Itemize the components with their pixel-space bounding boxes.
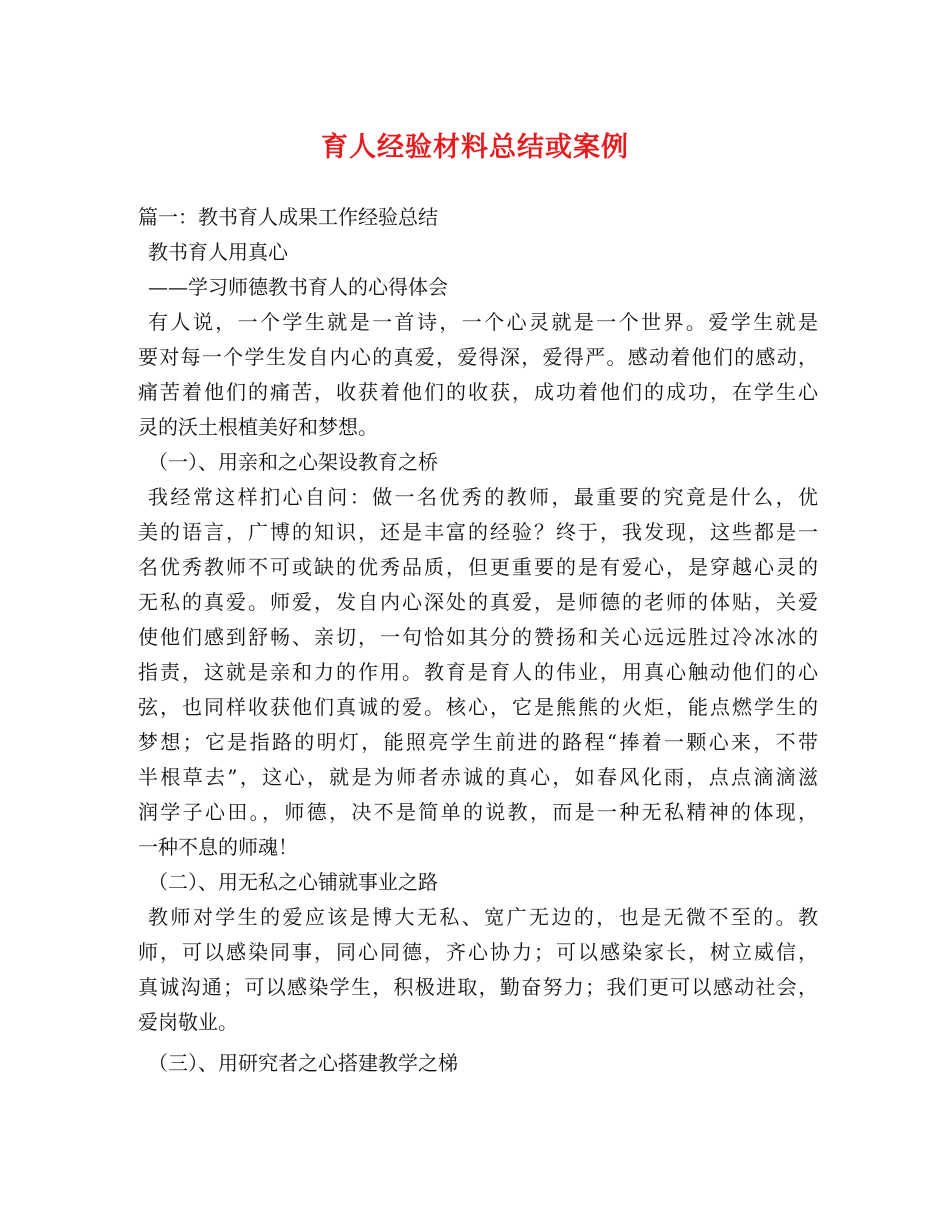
section-heading: 篇一：教书育人成果工作经验总结 xyxy=(138,205,438,229)
paragraph-line: 我经常这样扪心自问：做一名优秀的教师，最重要的究竟是什么，优 xyxy=(148,485,818,509)
paragraph-line: 一种不息的师魂！ xyxy=(138,835,298,859)
article-subtitle: ——学习师德教书育人的心得体会 xyxy=(148,275,448,299)
document-title: 育人经验材料总结或案例 xyxy=(321,132,629,163)
paragraph-line: 真诚沟通；可以感染学生，积极进取，勤奋努力；我们更可以感动社会， xyxy=(138,975,818,999)
paragraph-line: 有人说，一个学生就是一首诗，一个心灵就是一个世界。爱学生就是 xyxy=(148,310,818,334)
paragraph-line: 弦，也同样收获他们真诚的爱。核心，它是熊熊的火炬，能点燃学生的 xyxy=(138,695,818,719)
paragraph-line: 师，可以感染同事，同心同德，齐心协力；可以感染家长，树立威信， xyxy=(138,940,818,964)
paragraph-line: 半根草去”，这心，就是为师者赤诚的真心，如春风化雨，点点滴滴滋 xyxy=(138,765,818,789)
article-title: 教书育人用真心 xyxy=(148,240,288,264)
paragraph-line: 灵的沃土根植美好和梦想。 xyxy=(138,415,378,439)
paragraph-line: 要对每一个学生发自内心的真爱，爱得深，爱得严。感动着他们的感动， xyxy=(138,345,818,369)
document-body xyxy=(138,200,818,1081)
subsection-heading: （一）、用亲和之心架设教育之桥 xyxy=(148,450,438,474)
subsection-heading: （二）、用无私之心铺就事业之路 xyxy=(148,870,438,894)
paragraph-line: 痛苦着他们的痛苦，收获着他们的收获，成功着他们的成功，在学生心 xyxy=(138,380,818,404)
paragraph-line: 使他们感到舒畅、亲切，一句恰如其分的赞扬和关心远远胜过冷冰冰的 xyxy=(138,625,818,649)
paragraph-line: 润学子心田。，师德，决不是简单的说教，而是一种无私精神的体现， xyxy=(138,800,818,824)
subsection-heading: （三）、用研究者之心搭建教学之梯 xyxy=(148,1051,458,1075)
paragraph-line: 梦想；它是指路的明灯，能照亮学生前进的路程“捧着一颗心来，不带 xyxy=(138,730,818,754)
paragraph-line: 名优秀教师不可或缺的优秀品质，但更重要的是有爱心，是穿越心灵的 xyxy=(138,555,818,579)
paragraph-line: 美的语言，广博的知识，还是丰富的经验？终于，我发现，这些都是一 xyxy=(138,520,818,544)
paragraph-line: 爱岗敬业。 xyxy=(138,1010,238,1034)
paragraph-line: 教师对学生的爱应该是博大无私、宽广无边的，也是无微不至的。教 xyxy=(148,905,818,929)
paragraph-line: 指责，这就是亲和力的作用。教育是育人的伟业，用真心触动他们的心 xyxy=(138,660,818,684)
paragraph-line: 无私的真爱。师爱，发自内心深处的真爱，是师德的老师的体贴，关爱 xyxy=(138,590,818,614)
